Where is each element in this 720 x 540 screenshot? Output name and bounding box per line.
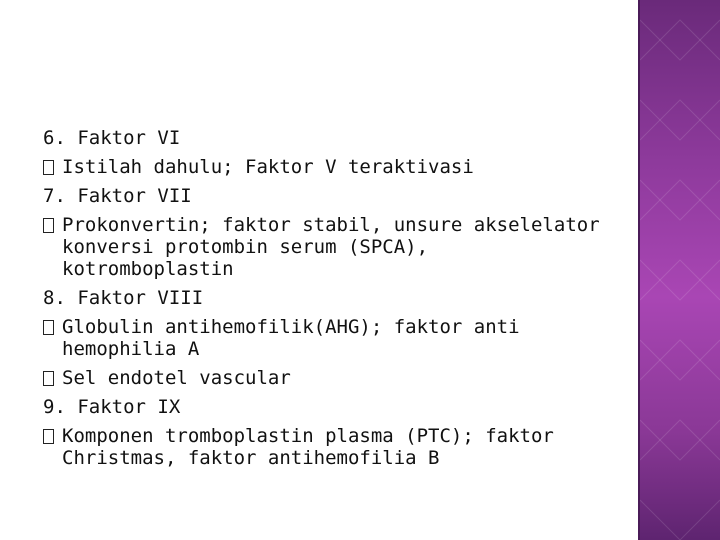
pattern-icon [640, 0, 720, 540]
bullet-line: Globulin antihemofilik(AHG); faktor anti [62, 316, 520, 338]
checkbox-square-icon [43, 371, 54, 386]
bullet-line: kotromboplastin [62, 258, 234, 280]
bullet-globulin [43, 313, 623, 364]
bullet-line: Christmas, faktor antihemofilia B [62, 447, 440, 469]
bullet-sel-endotel [43, 364, 623, 393]
checkbox-square-icon [43, 218, 54, 233]
checkbox-square-icon [43, 429, 54, 444]
bullet-komponen [43, 422, 623, 473]
heading-faktor-vii: 7. Faktor VII [43, 185, 192, 207]
bullet-prokonvertin [43, 211, 623, 284]
bullet-line: Prokonvertin; faktor stabil, unsure akselelator [62, 214, 600, 236]
checkbox-square-icon [43, 160, 54, 175]
checkbox-square-icon [43, 320, 54, 335]
decorative-side-panel [640, 0, 720, 540]
bullet-line: konversi protombin serum (SPCA), [62, 236, 429, 258]
bullet-istilah [43, 153, 623, 182]
bullet-line: Istilah dahulu; Faktor V teraktivasi [62, 156, 474, 178]
heading-faktor-vi: 6. Faktor VI [43, 127, 181, 149]
heading-faktor-viii: 8. Faktor VIII [43, 287, 204, 309]
bullet-line: Sel endotel vascular [62, 367, 291, 389]
slide-content [43, 124, 623, 473]
bullet-line: Komponen tromboplastin plasma (PTC); faktor [62, 425, 554, 447]
heading-faktor-ix: 9. Faktor IX [43, 396, 181, 418]
bullet-line: hemophilia A [62, 338, 200, 360]
